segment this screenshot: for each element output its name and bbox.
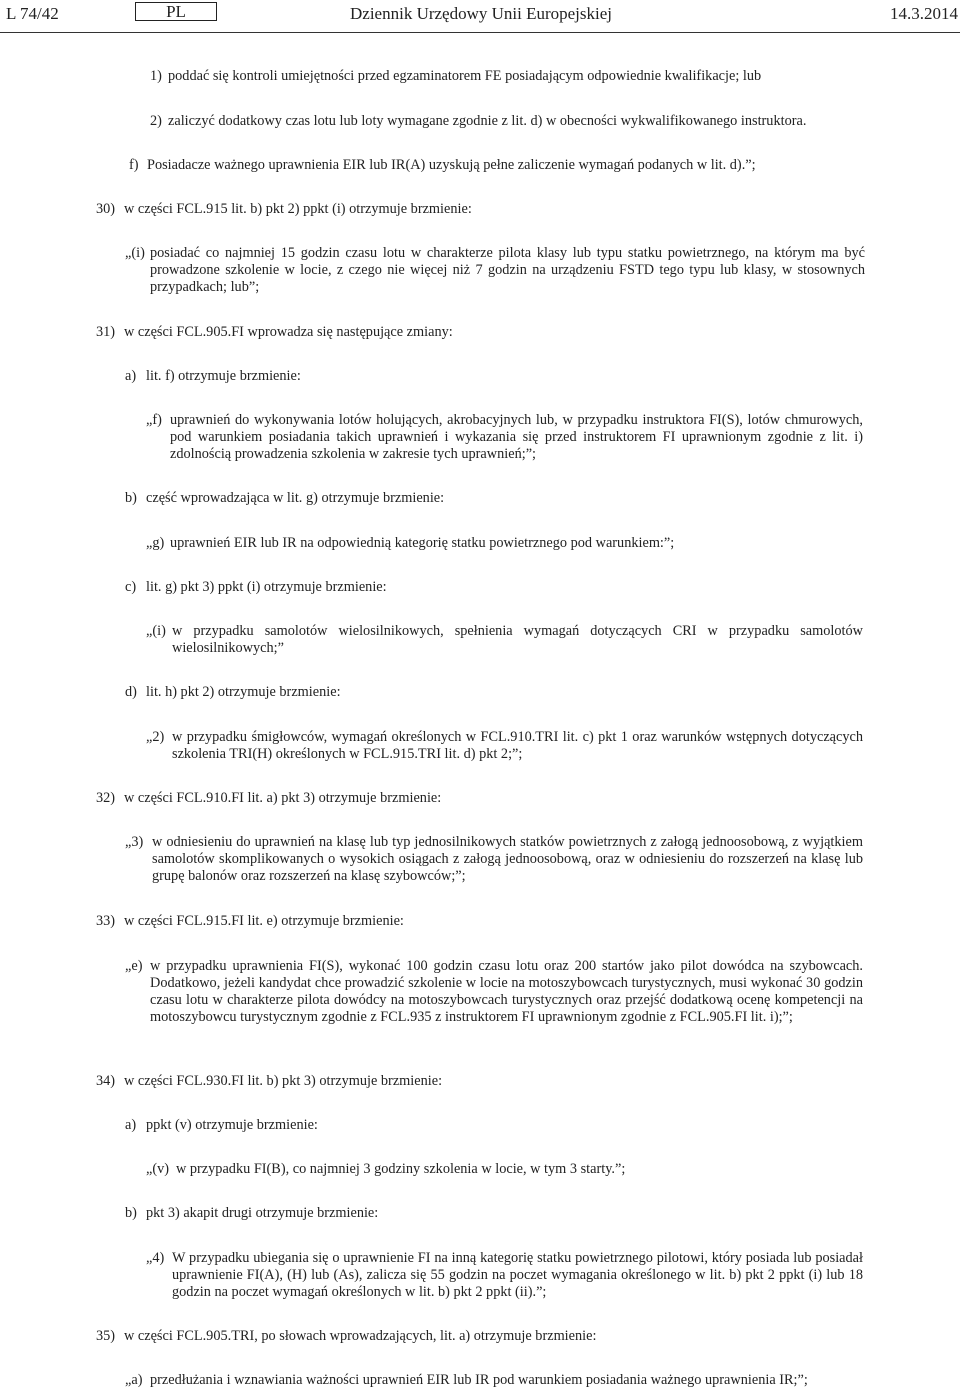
item-text: przedłużania i wznawiania ważności uprawnień EIR lub IR pod warunkiem posiadania ważnego uprawnienia IR;”;	[150, 1372, 808, 1388]
item-text: lit. g) pkt 3) ppkt (i) otrzymuje brzmienie:	[146, 579, 387, 595]
item-text: w części FCL.930.FI lit. b) pkt 3) otrzymuje brzmienie:	[124, 1073, 443, 1089]
quoted-item	[125, 958, 863, 1026]
publication-date: 14.3.2014	[890, 4, 958, 23]
item-text: pkt 3) akapit drugi otrzymuje brzmienie:	[146, 1205, 379, 1221]
item-label: 1)	[150, 68, 162, 84]
item-label: „(i)	[146, 623, 166, 639]
quoted-item	[146, 623, 863, 657]
item-label: 2)	[150, 113, 162, 129]
item-label: 32)	[96, 790, 116, 806]
quoted-item	[125, 245, 865, 296]
item-text: w odniesieniu do uprawnień na klasę lub typ jednosilnikowych statków powietrznych z załogą jednoosobową, z wyjątkiem samolotów skomplikowanych o wysokich osiągach z załogą jednoosobową, oraz w odniesieniu do rozszerzeń na klasę lub grupę balonów oraz rozszerzeń na klasę szybowców;”;	[152, 834, 863, 884]
item-text: uprawnień EIR lub IR na odpowiednią kategorię statku powietrznego pod warunkiem:”;	[170, 535, 675, 551]
item-text: ppkt (v) otrzymuje brzmienie:	[146, 1117, 318, 1133]
item-label: „(v)	[146, 1161, 170, 1177]
item-label: „a)	[125, 1372, 143, 1388]
item-label: „e)	[125, 958, 143, 974]
item-label: „3)	[125, 834, 144, 850]
item-label: 35)	[96, 1328, 116, 1344]
quoted-item	[125, 834, 863, 885]
item-text: w przypadku FI(B), co najmniej 3 godziny szkolenia w locie, w tym 3 starty.”;	[176, 1161, 626, 1177]
page-header	[0, 0, 960, 30]
item-label: „(i)	[125, 245, 145, 261]
page-number: L 74/42	[6, 4, 59, 23]
item-label: a)	[125, 368, 137, 384]
item-text: posiadać co najmniej 15 godzin czasu lotu w charakterze pilota klasy lub typu statku powietrznego, na którym ma być prowadzone szkolenie w locie, z czego nie więcej niż 7 godzin na urządzeniu FSTD tego typu lub klasy, w stosownych przypadkach; lub”;	[150, 245, 865, 295]
item-text: poddać się kontroli umiejętności przed egzaminatorem FE posiadającym odpowiednie kwalifikacje; lub	[168, 68, 762, 84]
item-label: b)	[125, 1205, 137, 1221]
quoted-item	[146, 1250, 863, 1301]
item-label: „2)	[146, 729, 165, 745]
item-label: 33)	[96, 913, 116, 929]
quoted-item	[146, 412, 863, 463]
item-text: lit. f) otrzymuje brzmienie:	[146, 368, 301, 384]
item-text: w części FCL.905.FI wprowadza się następujące zmiany:	[124, 324, 453, 340]
item-text: w przypadku uprawnienia FI(S), wykonać 100 godzin czasu lotu oraz 200 startów jako pilot dowódca na szybowcach. Dodatkowo, jeżeli kandydat chce prowadzić szkolenie w locie na motoszybowcach turystycznych, musi wykonać 30 godzin czasu lotu w charakterze pilota dowódcy na motoszybowcach turystycznych oraz przejść dodatkową ocenę kompetencji na motoszybowcu turystycznym zgodnie z FCL.935 z instruktorem FI uprawnionym zgodnie z FCL.905.FI lit. i);”;	[150, 958, 863, 1025]
item-label: 30)	[96, 201, 116, 217]
item-label: „g)	[146, 535, 165, 551]
item-text: w przypadku śmigłowców, wymagań określonych w FCL.910.TRI lit. c) pkt 1 oraz warunków wstępnych dotyczących szkolenia TRI(H) określonych w FCL.915.TRI lit. d) pkt 2;”;	[172, 729, 863, 762]
item-label: d)	[125, 684, 137, 700]
header-rule	[0, 32, 960, 33]
journal-title: Dziennik Urzędowy Unii Europejskiej	[350, 4, 613, 23]
item-label: 31)	[96, 324, 116, 340]
language-badge: PL	[135, 2, 217, 21]
item-text: Posiadacze ważnego uprawnienia EIR lub IR(A) uzyskują pełne zaliczenie wymagań podanych w lit. d).”;	[147, 157, 756, 173]
item-text: w części FCL.910.FI lit. a) pkt 3) otrzymuje brzmienie:	[124, 790, 442, 806]
quoted-item	[146, 729, 863, 763]
item-label: c)	[125, 579, 137, 595]
item-text: W przypadku ubiegania się o uprawnienie FI na inną kategorię statku powietrznego pilotowi, który posiada lub posiadał uprawnienie FI(A), (H) lub (As), zalicza się 55 godzin na poczet wymagania określonego w lit. b) pkt 2 ppkt (i) lub 18 godzin na poczet wymagań określonych w lit. b) pkt 2 ppkt (ii).”;	[172, 1250, 863, 1300]
item-text: w części FCL.915.FI lit. e) otrzymuje brzmienie:	[124, 913, 404, 929]
item-text: zaliczyć dodatkowy czas lotu lub loty wymagane zgodnie z lit. d) w obecności wykwalifikowanego instruktora.	[168, 113, 807, 129]
item-label: „4)	[146, 1250, 165, 1266]
item-label: b)	[125, 490, 137, 506]
item-text: w części FCL.905.TRI, po słowach wprowadzających, lit. a) otrzymuje brzmienie:	[124, 1328, 597, 1344]
item-label: f)	[129, 157, 139, 173]
item-label: 34)	[96, 1073, 116, 1089]
item-label: „f)	[146, 412, 162, 428]
item-label: a)	[125, 1117, 137, 1133]
item-text: w przypadku samolotów wielosilnikowych, spełnienia wymagań dotyczących CRI w przypadku samolotów wielosilnikowych;”	[172, 623, 863, 656]
item-text: w części FCL.915 lit. b) pkt 2) ppkt (i) otrzymuje brzmienie:	[124, 201, 472, 217]
item-text: lit. h) pkt 2) otrzymuje brzmienie:	[146, 684, 341, 700]
item-text: uprawnień do wykonywania lotów holujących, akrobacyjnych lub, w przypadku instruktora FI(S), lotów chmurowych, pod warunkiem posiadania takich uprawnień i wykazania się przed instruktorem FI uprawnionym zgodnie z lit. i) zdolnością prowadzenia szkolenia w zakresie tych uprawnień;”;	[170, 412, 863, 462]
item-text: część wprowadzająca w lit. g) otrzymuje brzmienie:	[146, 490, 445, 506]
